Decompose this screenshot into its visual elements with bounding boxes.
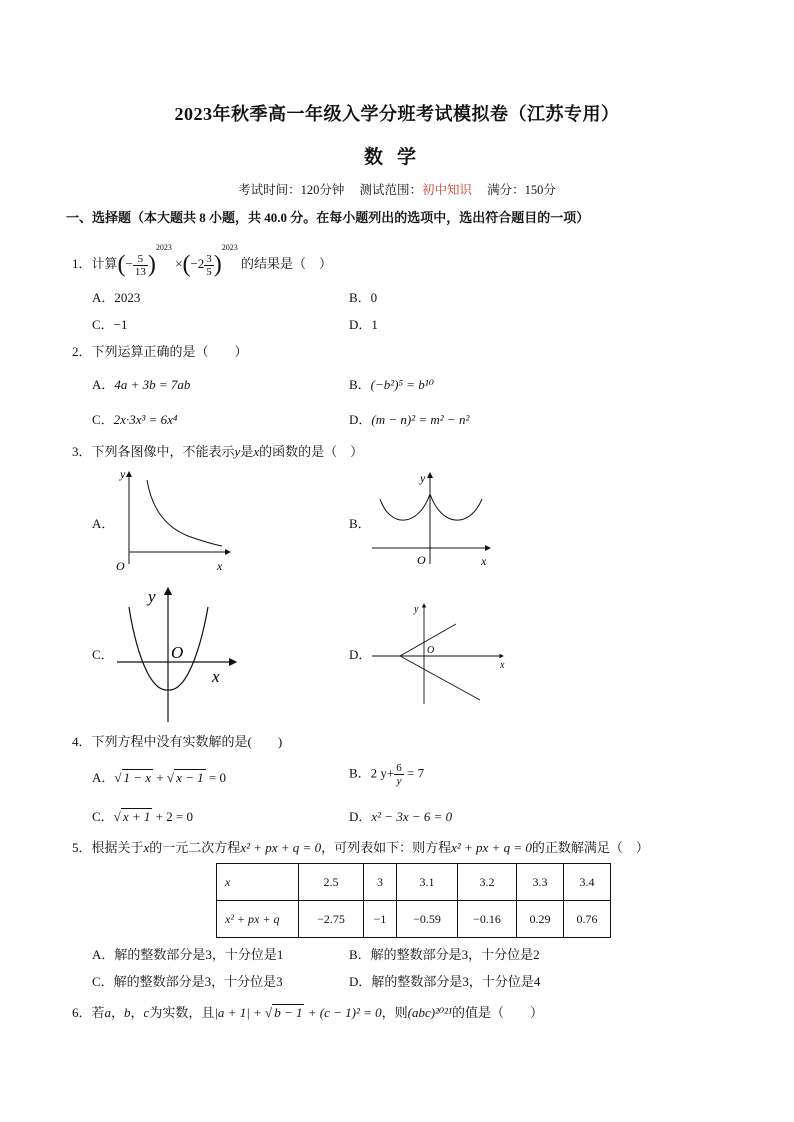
graph-c-origin: O	[171, 643, 184, 662]
q1-mixed-frac	[204, 253, 214, 278]
q2-option-d[interactable]	[349, 409, 469, 428]
q5-stem-b: 的一元二次方程	[149, 840, 241, 855]
question-5	[72, 837, 649, 856]
q1-option-b[interactable]: B．0	[349, 290, 378, 305]
q6-cond-radicand: b − 1	[274, 1005, 303, 1020]
q4-c-radicand: x + 1	[122, 809, 151, 824]
q1-mixed-num: 3	[206, 252, 212, 265]
graph-c-y-label: y	[148, 587, 156, 606]
q5-stem-d: 的正数解满足（ ）	[531, 840, 649, 855]
q3-stem-a: 3．下列各图像中，不能表示	[72, 444, 235, 459]
q3-stem-c: 的函数的是（ ）	[259, 444, 364, 459]
q4-option-d[interactable]	[349, 806, 452, 825]
q5-cell: 3.2	[458, 864, 517, 901]
q4-option-b[interactable]	[349, 762, 424, 787]
q5-cell: 3.4	[564, 864, 611, 901]
q6-sep2: ，	[130, 1005, 144, 1020]
q1-num: 1．计算	[72, 256, 118, 271]
exam-title: 2023年秋季高一年级入学分班考试模拟卷（江苏专用）	[174, 104, 620, 124]
question-3	[72, 441, 363, 460]
q1-option-c[interactable]: C．−1	[92, 317, 128, 332]
question-6: 6．若a，b，c为实数，且|a + 1| + √ b − 1 + (c − 1)² = 0，则(abc)²⁰²¹的值是（ ）	[72, 1005, 543, 1020]
q5-cell: −0.16	[458, 901, 517, 938]
q2-option-b[interactable]	[349, 374, 434, 393]
question-4: 4．下列方程中没有实数解的是( )	[72, 734, 283, 749]
q3-option-c[interactable]: C．	[92, 647, 114, 662]
q1-option-a[interactable]: A．2023	[92, 290, 141, 305]
graph-d-y-label: y	[414, 604, 419, 615]
graph-d-origin: O	[427, 645, 435, 656]
q5-cell: 0.29	[517, 901, 564, 938]
q1-frac-den: 13	[134, 265, 146, 278]
q1-times: ×	[175, 256, 183, 271]
q5-cell: 2.5	[299, 864, 364, 901]
q2-c-expr: 2x·3x³ = 6x⁴	[113, 412, 178, 427]
q4-a-radicand2: x − 1	[176, 770, 204, 785]
q2-a-expr: 4a + 3b = 7ab	[114, 377, 191, 392]
q4-d-expr: x² − 3x − 6 = 0	[371, 809, 453, 824]
q6-var-a: a	[104, 1005, 112, 1020]
exam-time: 考试时间：120分钟	[238, 183, 345, 197]
q2-d-label: D．	[349, 412, 372, 427]
q5-var-x: x	[143, 840, 150, 855]
q3-var-x: x	[253, 444, 260, 459]
q1-exp2: 2023	[221, 243, 238, 252]
q5-row1-head: x	[217, 864, 299, 901]
q2-option-c[interactable]	[92, 409, 177, 428]
full-score: 满分：150分	[487, 183, 556, 197]
q2-b-expr: (−b²)⁵ = b¹⁰	[370, 377, 434, 392]
q6-var-c: c	[143, 1005, 150, 1020]
graph-d[interactable]	[370, 600, 510, 706]
q4-b-num: 6	[396, 762, 402, 774]
q3-stem-b: 是	[240, 444, 254, 459]
q2-d-expr: (m − n)² = m² − n²	[371, 412, 470, 427]
q4-c-label: C．	[92, 809, 114, 824]
q5-cell: −0.59	[397, 901, 458, 938]
q5-cell: 3	[364, 864, 397, 901]
graph-b-y-label: y	[420, 471, 426, 485]
q4-d-label: D．	[349, 809, 372, 824]
q2-a-label: A．	[92, 377, 115, 392]
q5-cell: −2.75	[299, 901, 364, 938]
scope-label: 测试范围：	[359, 183, 422, 197]
q4-a-radicand1: 1 − x	[123, 770, 152, 785]
q4-b-den: y	[396, 775, 402, 787]
q4-b-pre: 2 y+	[370, 765, 395, 781]
q6-expr: (abc)²⁰²¹	[407, 1005, 452, 1020]
q5-stem-a: 5．根据关于	[72, 840, 144, 855]
q1-mixed-whole: −2	[190, 256, 205, 271]
graph-a-y-label: y	[120, 467, 126, 481]
graph-b-curve	[380, 494, 482, 520]
q3-option-a[interactable]: A．	[92, 516, 115, 531]
q6-cond-b: + (c − 1)² = 0	[307, 1005, 382, 1020]
q5-option-a[interactable]: A．解的整数部分是3，十分位是1	[92, 947, 284, 962]
graph-d-x-label: x	[500, 660, 505, 671]
q2-option-a[interactable]	[92, 374, 190, 393]
q6-cond-a: |a + 1| +	[214, 1005, 262, 1020]
scope-value: 初中知识	[422, 183, 473, 197]
q5-stem-c: ，可列表如下：则方程	[321, 840, 452, 855]
q4-b-frac	[394, 762, 404, 787]
q1-fraction	[133, 253, 148, 278]
q4-a-label: A．	[92, 770, 115, 785]
q6-var-b: b	[124, 1005, 131, 1020]
q2-c-label: C．	[92, 412, 114, 427]
graph-b-origin: O	[417, 553, 426, 567]
q3-var-y: y	[234, 444, 241, 459]
q5-row2-head: x² + px + q	[217, 901, 299, 938]
graph-a-curve	[147, 480, 222, 546]
q4-option-a[interactable]: A．√ 1 − x + √ x − 1 = 0	[92, 770, 226, 785]
question-1: 1．计算(− $\frac{5}{13}$ )$^{2023}$ ×(−2 $\frac{3}{5}$ )$^{2023}$ 的结果是（ ）	[72, 243, 333, 278]
subject-title: 数学	[363, 147, 430, 168]
graph-c-x-label: x	[212, 667, 220, 686]
q3-option-b[interactable]: B．	[349, 516, 371, 531]
q6-stem-b: 为实数，且	[149, 1005, 215, 1020]
q1-exp: 2023	[155, 243, 172, 252]
q1-mixed-den: 5	[206, 265, 212, 278]
graph-d-curve	[400, 624, 480, 700]
q1-option-d[interactable]: D．1	[349, 317, 378, 332]
q4-c-eq: + 2 = 0	[155, 809, 194, 824]
q5-cell: 0.76	[564, 901, 611, 938]
table-row	[217, 901, 611, 938]
graph-a[interactable]	[110, 466, 235, 576]
q5-cell: 3.1	[397, 864, 458, 901]
q4-option-c[interactable]: C．√ x + 1 + 2 = 0	[92, 809, 194, 824]
q5-table	[216, 863, 611, 938]
q1-frac-num: 5	[133, 253, 148, 266]
graph-c[interactable]	[112, 582, 240, 724]
q6-stem-a: 6．若	[72, 1005, 105, 1020]
q5-eq1: x² + px + q = 0	[240, 840, 322, 855]
q4-a-eq: = 0	[208, 770, 226, 785]
table-row	[217, 864, 611, 901]
q5-option-c[interactable]: C．解的整数部分是3，十分位是3	[92, 974, 283, 989]
exam-scope	[359, 183, 472, 197]
q5-option-b[interactable]: B．解的整数部分是3，十分位是2	[349, 947, 540, 962]
q4-b-label: B．	[349, 765, 371, 781]
graph-a-x-label: x	[217, 559, 223, 573]
graph-b-x-label: x	[481, 554, 487, 568]
section-heading: 一、选择题（本大题共 8 小题，共 40.0 分。在每小题列出的选项中，选出符合题目的一项）	[66, 210, 590, 225]
q5-option-d[interactable]: D．解的整数部分是3，十分位是4	[349, 974, 541, 989]
graph-b[interactable]	[368, 468, 498, 572]
q1-tail: 的结果是（ ）	[241, 256, 333, 271]
graph-a-origin: O	[116, 559, 125, 573]
exam-info	[0, 180, 794, 198]
q6-sep1: ，	[111, 1005, 125, 1020]
q4-b-eq: = 7	[407, 765, 425, 781]
q5-cell: −1	[364, 901, 397, 938]
q5-cell: 3.3	[517, 864, 564, 901]
question-2: 2．下列运算正确的是（ ）	[72, 344, 248, 359]
q6-stem-c: ，则	[381, 1005, 408, 1020]
q4-a-plus: +	[156, 770, 164, 785]
q3-option-d[interactable]: D．	[349, 647, 372, 662]
q2-b-label: B．	[349, 377, 371, 392]
q5-eq2: x² + px + q = 0	[451, 840, 532, 855]
q6-stem-d: 的值是（ ）	[451, 1005, 543, 1020]
